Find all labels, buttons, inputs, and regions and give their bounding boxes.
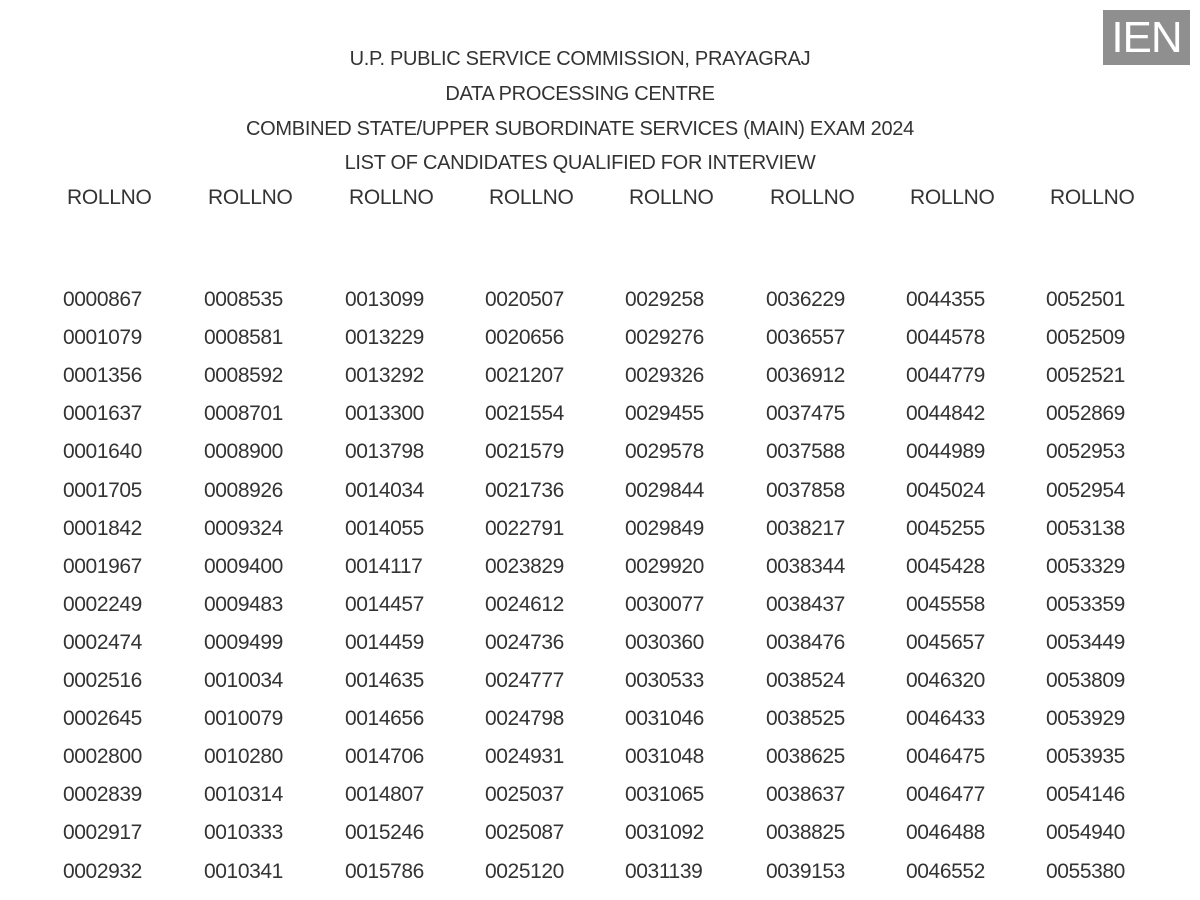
rollno-cell: 0046552 — [906, 859, 985, 883]
column-header: ROLLNO — [910, 186, 995, 209]
rollno-cell: 0002249 — [63, 592, 142, 616]
rollno-cell: 0001640 — [63, 440, 142, 464]
rollno-cell: 0015246 — [345, 821, 424, 845]
rollno-cell: 0053138 — [1046, 516, 1125, 540]
rollno-cell: 0036912 — [766, 364, 845, 388]
rollno-cell: 0045657 — [906, 630, 985, 654]
rollno-cell: 0053809 — [1046, 669, 1125, 692]
rollno-cell: 0014055 — [345, 516, 424, 540]
rollno-cell: 0010034 — [204, 669, 283, 692]
rollno-cell: 0002932 — [63, 859, 142, 883]
rollno-cell: 0045558 — [906, 592, 985, 616]
rollno-cell: 0021554 — [485, 402, 564, 426]
rollno-cell: 0052521 — [1046, 364, 1125, 388]
rollno-cell: 0014457 — [345, 592, 424, 616]
ien-logo: IEN — [1103, 10, 1190, 65]
rollno-cell: 0036229 — [766, 288, 845, 311]
rollno-cell: 0038217 — [766, 516, 845, 540]
rollno-cell: 0002800 — [63, 745, 142, 769]
rollno-cell: 0002516 — [63, 669, 142, 692]
rollno-cell: 0046477 — [906, 783, 985, 807]
title-exam: COMBINED STATE/UPPER SUBORDINATE SERVICES (MAIN) EXAM 2024 — [246, 118, 914, 140]
rollno-cell: 0052953 — [1046, 440, 1125, 464]
rollno-cell: 0013292 — [345, 364, 424, 388]
rollno-cell: 0038524 — [766, 669, 845, 692]
column-header: ROLLNO — [349, 186, 434, 209]
rollno-cell: 0044842 — [906, 402, 985, 426]
rollno-cell: 0014635 — [345, 669, 424, 692]
rollno-cell: 0029578 — [625, 440, 704, 464]
rollno-cell: 0002474 — [63, 630, 142, 654]
rollno-cell: 0053935 — [1046, 745, 1125, 769]
title-commission: U.P. PUBLIC SERVICE COMMISSION, PRAYAGRAJ — [349, 48, 811, 70]
rollno-cell: 0038525 — [766, 707, 845, 731]
rollno-cell: 0013300 — [345, 402, 424, 426]
rollno-cell: 0008926 — [204, 478, 283, 502]
rollno-cell: 0052954 — [1046, 478, 1125, 502]
rollno-cell: 0031139 — [625, 859, 703, 883]
rollno-cell: 0014656 — [345, 707, 424, 731]
column-header: ROLLNO — [629, 186, 714, 209]
rollno-cell: 0008581 — [204, 326, 283, 350]
rollno-cell: 0046488 — [906, 821, 985, 845]
rollno-cell: 0008592 — [204, 364, 283, 388]
rollno-cell: 0001079 — [63, 326, 142, 350]
rollno-cell: 0029844 — [625, 478, 704, 502]
rollno-cell: 0021207 — [485, 364, 564, 388]
rollno-cell: 0029326 — [625, 364, 704, 388]
rollno-cell: 0002839 — [63, 783, 142, 807]
rollno-cell: 0002645 — [63, 707, 142, 731]
rollno-cell: 0044779 — [906, 364, 985, 388]
rollno-cell: 0038476 — [766, 630, 845, 654]
rollno-cell: 0001967 — [63, 554, 142, 578]
rollno-cell: 0031065 — [625, 783, 704, 807]
rollno-cell: 0015786 — [345, 859, 424, 883]
rollno-cell: 0024612 — [485, 592, 564, 616]
rollno-cell: 0052501 — [1046, 288, 1125, 311]
rollno-cell: 0052869 — [1046, 402, 1125, 426]
rollno-cell: 0001356 — [63, 364, 142, 388]
rollno-cell: 0044355 — [906, 288, 985, 311]
rollno-cell: 0029258 — [625, 288, 704, 311]
rollno-cell: 0037858 — [766, 478, 845, 502]
rollno-cell: 0024736 — [485, 630, 564, 654]
title-centre: DATA PROCESSING CENTRE — [445, 83, 715, 105]
rollno-cell: 0010333 — [204, 821, 283, 845]
rollno-cell: 0022791 — [485, 516, 564, 540]
rollno-cell: 0030360 — [625, 630, 704, 654]
rollno-cell: 0038637 — [766, 783, 845, 807]
rollno-cell: 0021736 — [485, 478, 564, 502]
rollno-cell: 0037475 — [766, 402, 845, 426]
rollno-cell: 0008900 — [204, 440, 283, 464]
rollno-cell: 0009324 — [204, 516, 283, 540]
rollno-cell: 0010341 — [204, 859, 283, 883]
rollno-cell: 0052509 — [1046, 326, 1125, 350]
rollno-cell: 0029455 — [625, 402, 704, 426]
title-list: LIST OF CANDIDATES QUALIFIED FOR INTERVIEW — [344, 152, 816, 174]
rollno-cell: 0010079 — [204, 707, 283, 731]
rollno-cell: 0014117 — [345, 554, 423, 578]
rollno-cell: 0030533 — [625, 669, 704, 692]
rollno-cell: 0046320 — [906, 669, 985, 692]
rollno-cell: 0045255 — [906, 516, 985, 540]
column-header: ROLLNO — [67, 186, 152, 209]
rollno-cell: 0001637 — [63, 402, 142, 426]
rollno-cell: 0025087 — [485, 821, 564, 845]
rollno-cell: 0037588 — [766, 440, 845, 464]
rollno-cell: 0014706 — [345, 745, 424, 769]
rollno-cell: 0038344 — [766, 554, 845, 578]
rollno-cell: 0010314 — [204, 783, 283, 807]
rollno-cell: 0031092 — [625, 821, 704, 845]
rollno-cell: 0010280 — [204, 745, 283, 769]
rollno-cell: 0029920 — [625, 554, 704, 578]
rollno-cell: 0001842 — [63, 516, 142, 540]
column-header: ROLLNO — [1050, 186, 1135, 209]
rollno-cell: 0001705 — [63, 478, 142, 502]
rollno-cell: 0053449 — [1046, 630, 1125, 654]
rollno-cell: 0025120 — [485, 859, 564, 883]
rollno-cell: 0031048 — [625, 745, 704, 769]
rollno-cell: 0020507 — [485, 288, 564, 311]
rollno-cell: 0013229 — [345, 326, 424, 350]
rollno-cell: 0045024 — [906, 478, 985, 502]
rollno-cell: 0054940 — [1046, 821, 1125, 845]
rollno-cell: 0014807 — [345, 783, 424, 807]
rollno-cell: 0030077 — [625, 592, 704, 616]
rollno-cell: 0029276 — [625, 326, 704, 350]
column-header: ROLLNO — [770, 186, 855, 209]
rollno-cell: 0008701 — [204, 402, 283, 426]
rollno-cell: 0031046 — [625, 707, 704, 731]
rollno-cell: 0024777 — [485, 669, 564, 692]
rollno-cell: 0020656 — [485, 326, 564, 350]
rollno-cell: 0013798 — [345, 440, 424, 464]
rollno-cell: 0014459 — [345, 630, 424, 654]
rollno-cell: 0044989 — [906, 440, 985, 464]
rollno-cell: 0014034 — [345, 478, 424, 502]
column-header: ROLLNO — [489, 186, 574, 209]
rollno-cell: 0039153 — [766, 859, 845, 883]
rollno-cell: 0038825 — [766, 821, 845, 845]
rollno-cell: 0046433 — [906, 707, 985, 731]
rollno-cell: 0038625 — [766, 745, 845, 769]
rollno-cell: 0029849 — [625, 516, 704, 540]
rollno-cell: 0045428 — [906, 554, 985, 578]
rollno-cell: 0044578 — [906, 326, 985, 350]
column-header: ROLLNO — [208, 186, 293, 209]
rollno-cell: 0055380 — [1046, 859, 1125, 883]
rollno-cell: 0036557 — [766, 326, 845, 350]
rollno-cell: 0002917 — [63, 821, 142, 845]
rollno-cell: 0053359 — [1046, 592, 1125, 616]
rollno-cell: 0008535 — [204, 288, 283, 311]
rollno-cell: 0024798 — [485, 707, 564, 731]
rollno-cell: 0013099 — [345, 288, 424, 311]
rollno-cell: 0009400 — [204, 554, 283, 578]
rollno-cell: 0025037 — [485, 783, 564, 807]
rollno-cell: 0023829 — [485, 554, 564, 578]
rollno-cell: 0053929 — [1046, 707, 1125, 731]
rollno-cell: 0009499 — [204, 630, 283, 654]
rollno-cell: 0038437 — [766, 592, 845, 616]
rollno-cell: 0046475 — [906, 745, 985, 769]
rollno-cell: 0053329 — [1046, 554, 1125, 578]
rollno-cell: 0024931 — [485, 745, 564, 769]
rollno-cell: 0021579 — [485, 440, 564, 464]
rollno-cell: 0009483 — [204, 592, 283, 616]
rollno-cell: 0054146 — [1046, 783, 1125, 807]
rollno-cell: 0000867 — [63, 288, 142, 311]
